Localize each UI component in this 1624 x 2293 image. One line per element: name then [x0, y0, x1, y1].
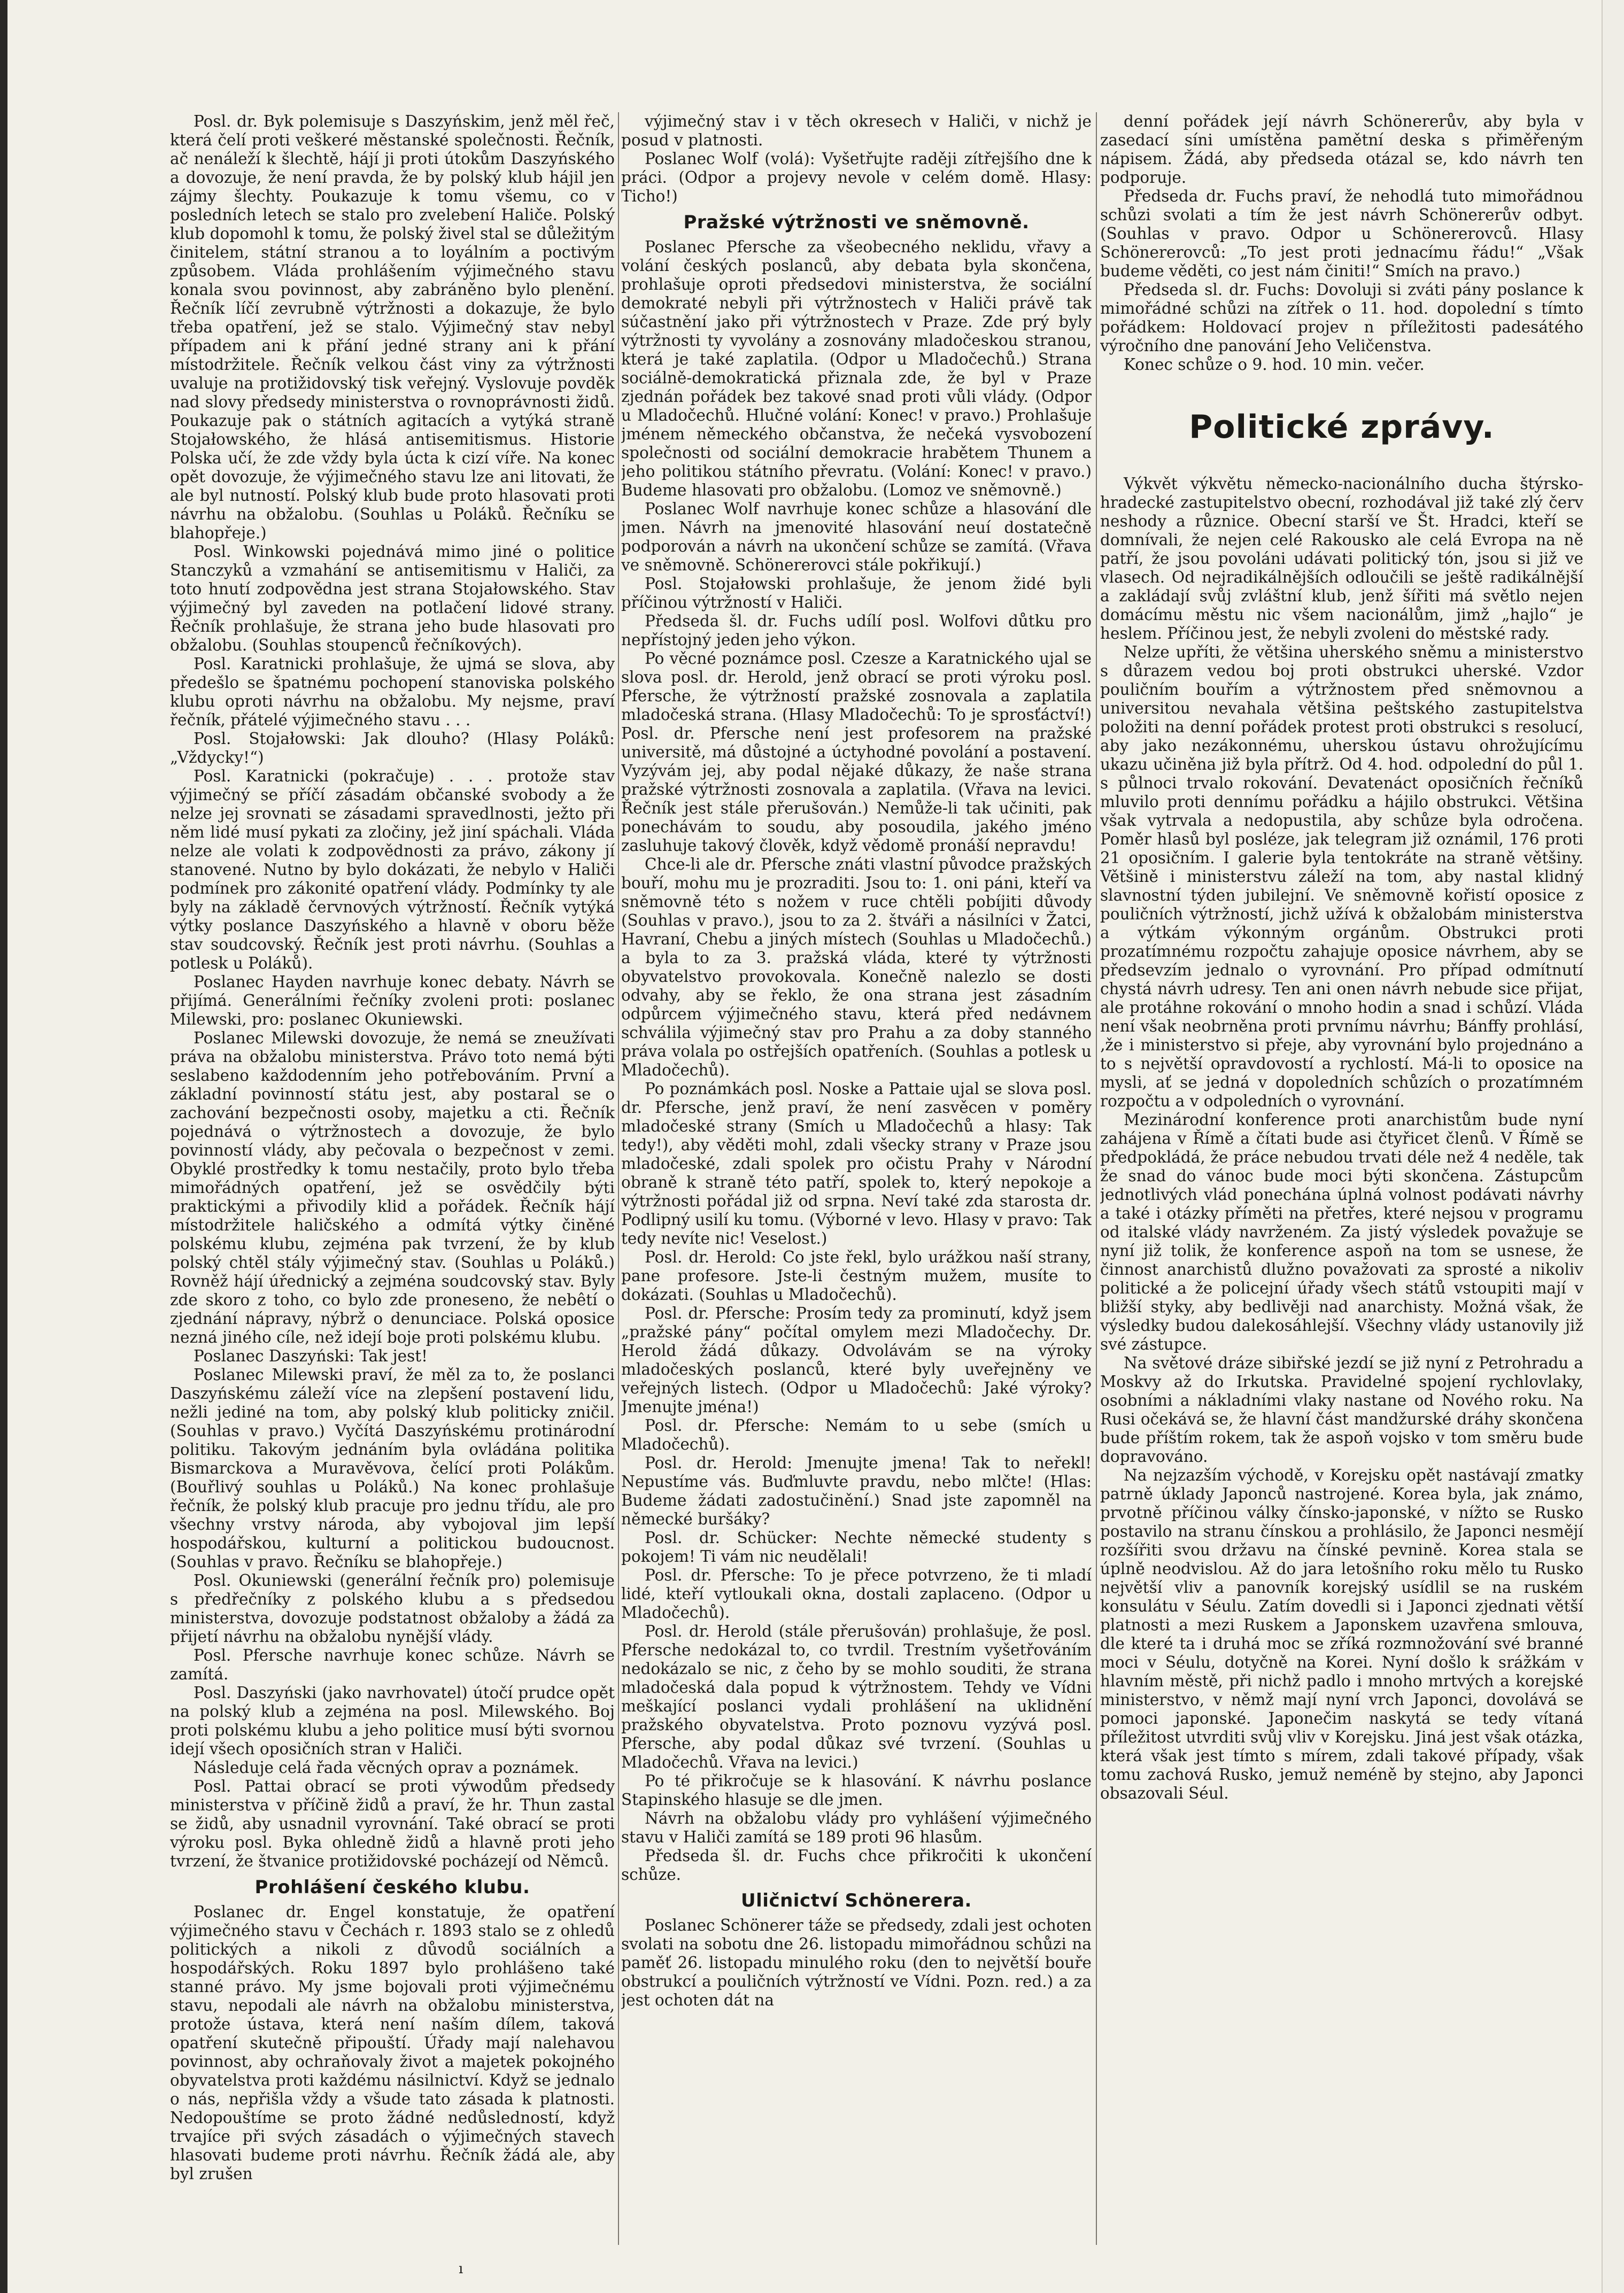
column-1	[170, 112, 615, 2277]
column-2	[621, 112, 1092, 2277]
paragraph-anarchist-conference: Mezinárodní konference proti anarchistům bude nyní zahájena v Římě a čítati bude asi čtyřicet členů. V Římě se předpokládá, že práce nebudou trvati déle než 4 neděle, tak že snad do vánoc bude moci býti skončena. Zástupcům jednotlivých vlád ponechána úplná volnost podávati návrhy a také i otázky příměti na přetřes, které nejsou v programu od italské vlády navrženém. Za jistý výsledek považuje se nyní již tolik, že konference aspoň na tom se usnese, že činnost anarchistů dlužno považovati za sprosté a nikoliv politické a že policejní úřady všech států vstoupiti mají v bližší styky, aby bedlivěji nad anarchisty. Možná však, že výsledky budou dalekosáhlejší. Všechny vlády ustanovily již své zástupce.	[1100, 1111, 1583, 1353]
paragraph-fuchs-reprimand: Předseda šl. dr. Fuchs udílí posl. Wolfovi důtku pro nepřístojný jeden jeho výkon.	[621, 612, 1092, 649]
paragraph-milewski: Poslanec Milewski dovozuje, že nemá se zneužívati práva na obžalobu ministerstva. Právo toto nemá býti seslabeno každodenním jeho potřebováním. První a základní povinností státu jest, aby postaral se o zachování bezpečnosti osoby, majetku a cti. Řečník pojednává o výtržnostech a dovozuje, že bylo povinností vlády, aby pečovala o bezpečnost v zemi. Obyklé prostředky k tomu nestačily, proto bylo třeba mimořádných opatření, jež se osvědčily býti praktickými a přivodily klid a pořádek. Řečník hájí místodržitele haličského a odmítá výtky činěné polskému klubu, zejména pak tvrzení, že by klub polský chtěl stály výjimečný stav. (Souhlas u Poláků.) Rovněž hájí úřednický a zejména soudcovský stav. Byly zde skoro z toho, co bylo zde proneseno, že nebêtí o zjednání nápravy, nýbrž o denunciace. Polská oposice nezná jiného cíle, než idejí boje proti polskému klubu.	[170, 1029, 615, 1346]
paragraph-fuchs-close: Předseda šl. dr. Fuchs chce přikročiti k ukončení schůze.	[621, 1847, 1092, 1884]
paragraph-schonerer: Poslanec Schönerer táže se předsedy, zdali jest ochoten svolati na sobotu dne 26. listopadu mimořádnou schůzi na paměť 26. listopadu minulého roku (den to největší bouře obstrukcí a pouličních výtržností ve Vídni. Pozn. red.) a za jest ochoten dát na	[621, 1916, 1092, 2009]
paragraph-daszynski: Posl. Daszyński (jako navrhovatel) útočí prudce opět na polský klub a zejména na posl. Milewského. Boj proti polskému klubu a jeho politice musí býti svornou idejí všech oposičních stran v Haliči.	[170, 1684, 615, 1758]
paragraph-korea: Na nejzazším východě, v Korejsku opět nastávají zmatky patrně úklady Japonců nastrojené. Korea byla, jak známo, prvotně příčinou války čínsko-japonské, v nížto se Rusko postavilo na stranu čínskou a prohlásilo, že Japonci nesmějí rozšířiti svou državu na čínské pevnině. Korea stala se úplně neodvislou. Až do jara letošního roku mělo tu Rusko největší vliv a panovník korejský usídlil se na ruském konsulátu v Séulu. Zatím dovedli si i Japonci zjednati větší platnosti a mezi Ruskem a Japonskem uzavřena smlouva, dle které ta i druhá moc se zříká rozmnožování své branné moci v Séulu, dotyčně na Korei. Nyní došlo k srážkám v hlavním městě, při nichž padlo i mnoho mrtvých a korejské ministerstvo, v němž mají nyní vrch Japonci, dovolává se pomoci japonské. Japonečim naskytá se tedy vítaná příležitost utvrditi svůj vliv v Korejsku. Jiná jest však otázka, která však jest tímto s mírem, zdali takové případy, však tomu zachová Rusko, jemuž neméně by stejno, aby Japonci obsazovali Séul.	[1100, 1466, 1583, 1802]
paragraph-fuchs-invite: Předseda sl. dr. Fuchs: Dovoluji si zváti pány poslance k mimořádné schůzi na zítřek o 11. hod. dopolední s tímto pořádkem: Holdovací projev n příležitosti padesátého výročního dne panování Jeho Veličenstva.	[1100, 281, 1583, 355]
scan-left-edge	[0, 0, 7, 2293]
column-rule-2	[1096, 112, 1097, 2245]
paragraph-graz: Výkvět výkvětu německo-nacionálního ducha štýrsko-hradecké zastupitelstvo obecní, rozhodával již také zlý červ neshody a různice. Obecní starší ve Št. Hradci, kteří se domnívali, že nejen celé Rakousko ale celá Evropa na ně patří, že jsou povoláni udávati politický tón, jsou si již ve vlasech. Od nejradikálnějších odloučili se ještě radikálnější a zakládají svůj zvláštní klub, jenž šířiti má světlo nejen domácímu městu nic všem nacionálům, jimž „hajlo“ je heslem. Příčinou jest, že nebyli zvoleni do městské rady.	[1100, 475, 1583, 642]
paragraph-wolf-motion: Poslanec Wolf navrhuje konec schůze a hlasování dle jmen. Návrh na jmenovité hlasování neuí dostatečně podporován a návrh na ukončení schůze se zamítá. (Vřava ve sněmovně. Schönererovci stále pokřikují.)	[621, 500, 1092, 574]
paragraph-corrections: Následuje celá řada věcných oprav a poznámek.	[194, 1759, 579, 1777]
paragraph-wolf: Poslanec Wolf (volá): Vyšetřujte raději zítřejšího dne k práci. (Odpor a projevy nevole v celém domě. Hlasy: Ticho!)	[621, 150, 1092, 205]
paragraph-continuation: výjimečný stav i v těch okresech v Haliči, v nichž je posud v platnosti.	[621, 112, 1092, 149]
paragraph-pfersche: Poslanec Pfersche za všeobecného neklidu, vřavy a volání českých poslanců, aby debata byla skončena, prohlašuje oproti předsedovi ministerstva, že sociální demokraté nebyli při výtržnostech v Haliči právě tak súčastnění jako při výtržnostech v Praze. Zde prý byly výtržnosti ty vyvolány a zosnovány mladočeskou stranou, která je také zaplatila. (Odpor u Mladočechů.) Strana sociálně-demokratická přiznala zde, že byl v Praze zjednán pořádek bez takové snad proti vůli vlády. (Odpor u Mladočechů. Hlučné volání: Konec! v pravo.) Prohlašuje jménem německého občanstva, že nečeká vysvobození společnosti od sociální demokracie hrabětem Thunem a jeho politikou státního převratu. (Volání: Konec! v pravo.) Budeme hlasovati pro obžalobu. (Lomoz ve sněmovně.)	[621, 238, 1092, 499]
paragraph-fuchs: Předseda dr. Fuchs praví, že nehodlá tuto mimořádnou schůzi svolati a tím že jest návrh Schönererův odbyt. (Souhlas v pravo. Odpor u Schönererovců. Hlasy Schönererovců: „To jest proti jednacímu řádu!“ „Však budeme věděti, co jest nám činiti!“ Smích na pravo.)	[1100, 187, 1583, 280]
paragraph-vote: Po té přikročuje se k hlasování. K návrhu poslance Stapinského hlasuje se dle jmen.	[621, 1772, 1092, 1809]
paragraph-herold-cont: Chce-li ale dr. Pfersche znáti vlastní původce pražských bouří, mohu mu je prozraditi. Jsou to: 1. oni páni, kteří va sněmovně této s nožem v ruce chtěli pobíjiti důvody (Souhlas v pravo.), jsou to za 2. štváři a násilníci v Žatci, Havraní, Chebu a jiných místech (Souhlas u Mladočechů.) a byla to za 3. pražská vláda, které ty výtržnosti obyvatelstvo provokovala. Konečně nalezlo se dosti odvahy, aby se řeklo, že ona strana jest zásadním odpůrcem výjimečného stavu, která před nedávnem schválila výjimečný stav pro Prahu a za doby stanného práva volala po ostřejších opatřeních. (Souhlas a potlesk u Mladočechů).	[621, 855, 1092, 1079]
paragraph-pfersche-2: Posl. dr. Pfersche: Prosím tedy za prominutí, když jsem „pražské pány“ počítal omylem mezi Mladočechy. Dr. Herold žádá důkazy. Odvolávám se na výroky mladočeských poslanců, které byly uveřejněny ve veřejných listech. (Odpor u Mladočechů: Jaké výroky? Jmenujte jména!)	[621, 1304, 1092, 1416]
paragraph-siberian-railway: Na světové dráze sibiřské jezdí se již nyní z Petrohradu a Moskvy až do Irkutska. Pravidelné spojení rychlovlaky, osobními a nákladními vlaky nastane od Nového roku. Na Rusi očekává se, že hlavní část mandžurské dráhy skončena bude příštím rokem, tak že aspoň vojsko v tom směru bude dopravováno.	[1100, 1354, 1583, 1466]
paragraph-vote-result: Návrh na obžalobu vlády pro vyhlášení výjimečného stavu v Haliči zamítá se 189 proti 96 hlasům.	[621, 1809, 1092, 1846]
paragraph-pfersche-3: Posl. dr. Pfersche: Nemám to u sebe (smích u Mladočechů).	[621, 1416, 1092, 1453]
paragraph-agenda: denní pořádek její návrh Schönererův, aby byla v zasedací síni umístěna pamětní deska s přiměřeným nápisem. Žádá, aby předseda otázal se, kdo návrh ten podporuje.	[1100, 112, 1583, 187]
paragraph-milewski-cont: Poslanec Milewski praví, že měl za to, že poslanci Daszyńskému záleží více na zlepšení postavení lidu, nežli jediné na tom, aby polský klub politicky zničil. (Souhlas v pravo.) Vyčítá Daszyńskému protinárodní politiku. Takovým jednáním byla ovládána politika Bismarckova a Muravěvova, čelící proti Polákům. (Bouřlivý souhlas u Poláků.) Na konec prohlašuje řečník, že polský klub pracuje pro jednu třídu, ale pro všechny vrstvy národa, aby vybojoval jim lepší hospodářskou, kulturní a politickou budoucnost. (Souhlas v pravo. Řečníku se blahopřeje.)	[170, 1366, 615, 1571]
page-mark: ı	[459, 2261, 463, 2277]
paragraph-hayden: Poslanec Hayden navrhuje konec debaty. Návrh se přijímá. Generálními řečníky zvoleni proti: poslanec Milewski, pro: poslanec Okuniewski.	[170, 973, 615, 1028]
section-heading-prague-riots: Pražské výtržnosti ve sněmovně.	[683, 212, 1030, 233]
paragraph-daszynski-interject: Poslanec Daszyński: Tak jest!	[194, 1347, 428, 1365]
paragraph-stojalowski: Posl. Stojałowski prohlašuje, že jenom židé byli příčinou výtržností v Haliči.	[621, 575, 1092, 611]
paragraph-herold: Po věcné poznámce posl. Czesze a Karatnického ujal se slova posl. dr. Herold, jenž obrací se proti výroku posl. Pfersche, že výtržností pražské zosnovala a zaplatila mladočeská strana. (Hlasy Mladočechů: To je sprosťáctví!) Posl. dr. Pfersche není jest profesorem na pražské universitě, má důstojné a úctyhodné povolání a postavení. Vyzývám jej, aby podal nějaké důkazy, že naše strana pražské výtržnosti zosnovala a zaplatila. (Vřava na levici. Řečník jest stále přerušován.) Nemůže-li tak učiniti, pak ponechávám to soudu, aby posoudila, jakého jméno zasluhuje takový člověk, když vědomě pronáší nepravdu!	[621, 649, 1092, 855]
paragraph-pfersche-reply: Po poznámkách posl. Noske a Pattaie ujal se slova posl. dr. Pfersche, jenž praví, že není zasvěcen v poměry mladočeské strany (Smích u Mladočechů a hlasy: Tak tedy!), aby věděti mohl, zdali všecky strany v Praze jsou mladočeské, zdali spolek pro očistu Prahy v Národní obraně k straně této patří, spolek to, který nepokoje a výtržnosti pořádal již od srpna. Neví také zda starosta dr. Podlipný usilí ku tomu. (Výborné v levo. Hlasy v pravo: Tak tedy nevíte nic! Veselost.)	[621, 1080, 1092, 1248]
paragraph-pfersche-4: Posl. dr. Pfersche: To je přece potvrzeno, že ti mladí lidé, kteří vytloukali okna, dostali zaplaceno. (Odpor u Mladočechů).	[621, 1566, 1092, 1622]
section-heading-political-news: Politické zprávy.	[1189, 408, 1495, 446]
paragraph-pfersche-motion: Posl. Pfersche navrhuje konec schůze. Návrh se zamítá.	[170, 1646, 615, 1683]
paragraph-herold-2: Posl. dr. Herold: Co jste řekl, bylo urážkou naší strany, pane profesore. Jste-li čestným mužem, musíte to dokázati. (Souhlas u Mladočechů).	[621, 1248, 1092, 1304]
paragraph-session-end: Konec schůze o 9. hod. 10 min. večer.	[1124, 355, 1425, 374]
paragraph-stojalowski: Posl. Stojałowski: Jak dlouho? (Hlasy Poláků: „Vždycky!“)	[170, 730, 615, 766]
section-heading-schonerer: Uličnictví Schönerera.	[741, 1890, 972, 1911]
paragraph-pattai: Posl. Pattai obrací se proti výwodům předsedy ministerstva v příčině židů a praví, že hr. Thun zastal se židů, aby usnadnil vyrovnání. Také obrací se proti výroku posl. Byka ohledně židů a hlavně proti jeho tvrzení, že štvanice protižidovské pocházejí od Němců.	[170, 1777, 615, 1870]
paragraph-hungary: Nelze upříti, že většina uherského sněmu a ministerstvo s důrazem vedou boj proti obstrukci uherské. Vzdor pouličním bouřím a výtržnostem před sněmovnou a universitou nevahala většina peštského zastupitelstva položiti na denní pořádek protest proti obstrukci s resolucí, aby jako nezákonnému, uherskou ústavu ohrožujícímu ukazu učiněna již byla přítrž. Od 4. hod. odpolední do půl 1. s půlnoci trvalo rokování. Devatenáct oposičních řečníků mluvilo proti dennímu pořádku a hájilo obstrukci. Většina však vytrvala a nedopustila, aby schůze byla odročena. Poměr hlasů byl posléze, jak telegram již oznámil, 176 proti 21 oposičním. I galerie byla tentokráte na straně většiny. Většině i ministerstvu záleží na tom, aby nastal klidný slavnostní týden jubilejní. Ve sněmovně kořistí oposice z pouličních výtržností, jichž užívá k obžalobám ministerstva a výtkám výkonným orgánům. Obstrukci proti prozatímnému rozpočtu zahajuje oposice návrhem, aby se předsevzím jednalo o vyrovnání. Pro případ odmítnutí chystá návrh udresy. Ten ani onen návrh nebude sice přijat, ale protáhne rokování o mnoho hodin a snad i schůzí. Vláda není však neobrněna proti prvnímu návrhu; Bánffy prohlásí, ‚že i ministerstvo si přeje, aby vyrovnání bylo projednáno a to s největší opravdovostí a rychlostí. Má-li to oposice na mysli, ať se jedná v dopoledních schůzích o prozatímném rozpočtu a v odpoledních o vyrovnání.	[1100, 643, 1583, 1110]
scan-right-edge	[1602, 0, 1624, 2293]
paragraph-engel: Poslanec dr. Engel konstatuje, že opatření výjimečného stavu v Čechách r. 1893 stalo se z ohledů politických a nikoli z důvodů sociálních a hospodářských. Roku 1897 bylo prohlášeno také stanné právo. My jsme bojovali proti výjimečnému stavu, nepodali ale návrh na obžalobu ministerstva, protože ústava, která není naším dílem, taková opatření skutečně připouští. Úřady mají nalehavou povinnost, aby ochraňovaly život a majetek pokojného obyvatelstva proti každému násilnictví. Když se jednalo o nás, nepřišla vždy a všude tato zásada k platnosti. Nedopouštíme se proto žádné nedůsledností, když trvajíce při svých zásadách o výjimečných stavech hlasovati budeme proti návrhu. Řečník žádá ale, aby byl zrušen	[170, 1903, 615, 2183]
paragraph-herold-4: Posl. dr. Herold (stále přerušován) prohlašuje, že posl. Pfersche nedokázal to, co tvrdil. Trestním vyšetřováním nedokázalo se nic, z čeho by se mohlo souditi, že strana mladočeská dala popud k výtržnostem. Tehdy ve Vídni meškající poslanci vydali prohlášení na uklidnění pražského obyvatelstva. Proto poznovu vyzývá posl. Pfersche, aby podal důkaz své tvrzení. (Souhlas u Mladočechů. Vřava na levici.)	[621, 1622, 1092, 1771]
paragraph-winkowski: Posl. Winkowski pojednává mimo jiné o politice Stanczyků a vzmahání se antisemitismu v Haliči, za toto hnutí zodpovědna jest strana Stojałowského. Stav výjimečný byl zaveden na potlačení lidové strany. Řečník prohlašuje, že strana jeho bude hlasovati pro obžalobu. (Souhlas stoupenců řečníkových).	[170, 543, 615, 654]
column-3	[1100, 112, 1583, 2277]
paragraph-okuniewski: Posl. Okuniewski (generální řečník pro) polemisuje s předřečníky z polského klubu a s předsedou ministerstva, dovozuje podstatnost obžaloby a žádá za přijetí návrhu na obžalobu nynější vlády.	[170, 1571, 615, 1646]
column-rule-1	[618, 112, 619, 2245]
paragraph-herold-3: Posl. dr. Herold: Jmenujte jmena! Tak to neřekl! Nepustíme vás. Buďmluvte pravdu, nebo mlčte! (Hlas: Budeme žádati zadostučinění.) Snad jste zapomněl na německé buršáky?	[621, 1454, 1092, 1528]
paragraph-schucker: Posl. dr. Schücker: Nechte německé studenty s pokojem! Ti vám nic neudělali!	[621, 1529, 1092, 1566]
paragraph-karatnicki: Posl. Karatnicki prohlašuje, že ujmá se slova, aby předešlo se špatnému pochopení stanoviska polského klubu oproti návrhu na obžalobu. My nejsme, praví řečník, přátelé výjimečného stavu . . .	[170, 655, 615, 729]
paragraph-karatnicki-cont: Posl. Karatnicki (pokračuje) . . . protože stav výjimečný se příčí zásadám občanské svobody a že nelze jej srovnati se zásadami spravedlnosti, ježto při něm lidé musí pykati za zločiny, jež jiní spáchali. Vláda nelze ale volati k zodpovědnosti za právo, zákony jí stanovené. Nutno by bylo dokázati, že nebylo v Haliči podmínek pro zákonité opatření vlády. Podmínky ty ale byly na základě červnových výtržností. Řečník vytýká výtky poslance Daszyńského a hlavně v oboru běže stav soudcovský. Řečník jest proti návrhu. (Souhlas a potlesk u Poláků).	[170, 767, 615, 972]
section-heading-czech-club: Prohlášení českého klubu.	[254, 1877, 530, 1898]
paragraph-byk: Posl. dr. Byk polemisuje s Daszyńskim, jenž měl řeč, která čelí proti veškeré městanské společnosti. Řečník, ač nenáleží k šlechtě, hájí ji proti útokům Daszyńského a dovozuje, že není pravda, že by polský klub hájil jen zájmy šlechty. Poukazuje k tomu všemu, co v posledních letech se stalo pro zvelebení Haliče. Polský klub dopomohl k tomu, že polský živel stal se důležitým činitelem, státní stranou a to loyálním a poctivým způsobem. Vláda prohlášením výjimečného stavu konala svou povinnost, aby zabráněno bylo plenění. Řečník líčí zevrubně výtržnosti a dokazuje, že bylo třeba opatření, jež se stalo. Výjimečný stav nebyl případem ani k přání jedné strany ani k přání místodržitele. Řečník velkou část viny za výtržnosti uvaluje na protižidovský tisk veřejný. Vyslovuje povděk nad slovy předsedy ministerstva o rovnoprávnosti židů. Poukazuje pak o státních agitacích a vytýká straně Stojałowského, že hlásá antisemitismus. Historie Polska učí, že zde vždy byla úcta k cizí víře. Na konec opět dovozuje, že výjimečného stavu lze ani litovati, že ale byl nutností. Polský klub bude proto hlasovati proti návrhu na obžalobu. (Souhlas u Poláků. Řečníku se blahopřeje.)	[170, 112, 615, 542]
